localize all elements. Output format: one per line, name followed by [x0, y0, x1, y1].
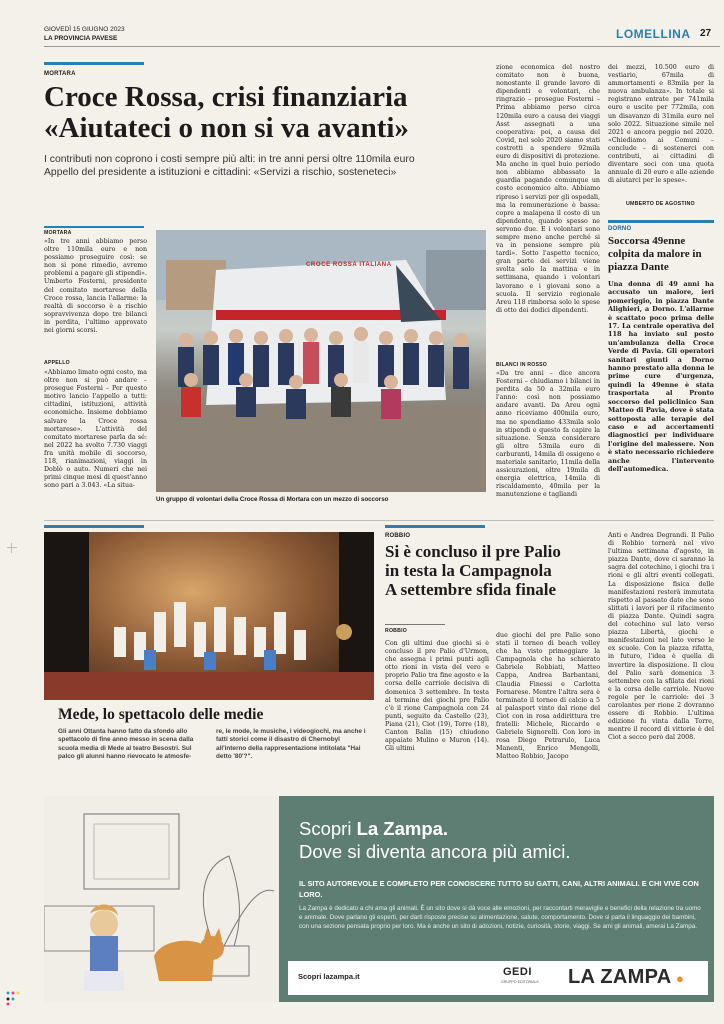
la-zampa-ad[interactable] [44, 796, 714, 1002]
ad-headline-1 [299, 818, 448, 840]
mede-text-b: re, le mode, le musiche, i videogiochi, ma anche i fatti storici come il disastro di Chernobyl all'interno della rappresentazione intitolata "Hai detto '80'?". [216, 728, 366, 760]
ad-headline-brand: La Zampa. [356, 818, 449, 839]
robbio-kicker: ROBBIO [385, 533, 411, 539]
gedi-logo: GEDI [503, 966, 532, 978]
la-zampa-logo-text: LA ZAMPA [568, 966, 672, 988]
ad-tagline: IL SITO AUTOREVOLE E COMPLETO PER CONOSCERE TUTTO SU GATTI, CANI, ALTRI ANIMALI. E CHI VIVE CON LORO. [299, 879, 699, 899]
robbio-byline-place: ROBBIO [385, 628, 407, 634]
main-byline-place: MORTARA [44, 230, 72, 236]
header-date: GIOVEDÌ 15 GIUGNO 2023 [44, 26, 125, 33]
stage-photo-illustration [44, 532, 374, 700]
main-col1-text: «In tre anni abbiamo perso oltre 110mila euro e non possiamo proseguire così: se non si pone rimedio, avremo problemi a pagare gli stipendi». Umberto Fosterni, presidente del comitato mortarese della Croce rossa, lancia l'allarme: la realtà di soccorso è a rischio sopravvivenza dopo tre bilanci in perdita, l'ultimo approvato nei giorni scorsi. [44, 238, 147, 335]
dorno-rule [608, 220, 714, 223]
robbio-col2: due giochi del pre Palio sono stati il torneo di beach volley che ha visto primeggiare la Campagnola che ha schierato Gabriele Robbiati, Matteo Cappa, Andrea Barbantani, Claudia Finessi e Carlotta Fornarese. Mentre l'altra sera è terminato il torneo di calcio a 5 al palasport vinto dal rione del Ciot con in rosa addirittura tre fratelli: Michele, Riccardo e Gabriele Signorelli. Con loro in rosa Diego Petrarulo, Luca Manenti, Enrico Mengolli, Matteo Robbio, Jacopo [496, 632, 600, 761]
page-number: 27 [700, 28, 712, 39]
ad-footer-bar [288, 961, 708, 995]
main-col1-rule [44, 226, 144, 228]
main-photo-caption: Un gruppo di volontari della Croce Rossa di Mortara con un mezzo di soccorso [156, 496, 389, 503]
robbio-title-line2: in testa la Campagnola [385, 561, 552, 580]
main-subtitle-line1: I contributi non coprono i costi sempre più alti: in tre anni persi oltre 110mila euro [44, 154, 415, 165]
main-col2-text: zione economica del nostro comitato non è buona, nonostante il grande lavoro di dipendenti e volontari, che ringrazio – prosegue Fosterni – Prima abbiamo perso circa 120mila euro a causa dei viaggi Asst assegnati a una cooperativa: poi, a causa del Covid, nel solo 2020 siamo stati costretti a spendere 92mila euro di dispositivi di protezione. Ma anche in quel buio periodo non abbiamo abbassato la guardia pagando comunque un costo economico alto. Abbiamo ripreso i servizi per gli ospedali, ma la remunerazione è bassa: copre a malapena il costo di un dipendente, quando spesso ne servono due. E i volontari sono sempre meno anche perché si va in pensione sempre più tardi». Sotto l'aspetto tecnico, gran parte dei servizi viene svolta solo la mattina e in settimana, quando i volontari lavorano e i giovani sono a scuola. Il servizio regionale Areu 118 rimborsa solo le spese di otto dei dodici dipendenti. [496, 64, 600, 314]
main-col3-text: dei mezzi, 10.500 euro di vestiario, 67mila di ammortamenti e 83mila per la nuova ambulanza». In totale si registrano entrate per 741mila euro e uscite per 772mila, con un disavanzo di 31mila euro nel solo 2022. Situazione simile nel 2021 e ancora peggio nel 2020. «Chiediamo ai Comuni – conclude – di sostenerci con contributi, ai cittadini di diventare soci con una quota annuale di 20 euro e alle aziende di aiutarci per le spese». [608, 64, 714, 185]
section-divider [44, 520, 714, 521]
gedi-logo-sub: GRUPPO EDITORIALE [501, 980, 539, 984]
main-kicker-rule [44, 62, 144, 65]
dorno-kicker: DORNO [608, 226, 632, 232]
main-kicker: MORTARA [44, 71, 76, 77]
dorno-title: Soccorsa 49enne colpita da malore in piazza Dante [608, 235, 702, 273]
robbio-col1: Con gli ultimi due giochi si è concluso il pre Palio d'Urmon, che assegna i primi punti agli otto rioni in vista del vero e proprio Palio tra fine agosto e la corsa delle carriole decisiva di domenica 3 settembre. In testa al termine dei giochi pre Palio c'è il rione Campagnola con 24 punti, seguito da Castello (23), Piana (21), Ciot (19), Torre (18), Canton Balin (15) chiudono appaiate Mulino e Muron (14). Gli ultimi [385, 640, 489, 753]
header-paper: LA PROVINCIA PAVESE [44, 35, 118, 42]
la-zampa-logo [568, 966, 684, 989]
header-rule [44, 46, 720, 47]
ad-body: La Zampa è dedicato a chi ama gli animali. È un sito dove si dà voce alle emozioni, per raccontarti meraviglie e benefici della relazione tra uomo e animale. Dove parlano gli esperti, per darti risposte precise su alimentazione, salute, comportamento. Dove si parla il linguaggio dei bambini, con una sezione pensata proprio per loro. Ma è anche un sito di adozioni, notizie, curiosità, storie, viaggi. Se ami gli animali, amerai La Zampa. [299, 905, 701, 930]
robbio-title-line1: Si è concluso il pre Palio [385, 542, 561, 561]
paw-icon: ● [675, 971, 684, 986]
main-title-line2: «Aiutateci o non si va avanti» [44, 112, 409, 144]
main-col2-text2: «Da tre anni – dice ancora Fosterni – chiudiamo i bilanci in perdita da 50 a 32mila euro l'anno: così non possiamo andare avanti. Da Areu ogni anno riceviamo 400mila euro, ma ne spendiamo 433mila solo in stipendi e questo fa capire la situazione. Senza considerare gli oltre 53mila euro di carburanti, 14mila di ossigeno e materiale sanitario, 11mila della assicurazioni, oltre 19mila di energia elettrica, 14mila di riscaldamento, 40mila per la manutenzione e tagliandi [496, 370, 600, 499]
registration-dots [5, 990, 21, 1006]
dorno-text: Una donna di 49 anni ha accusato un malore, ieri pomeriggio, in piazza Dante Alighieri, a Dorno. L'allarme è scattato poco prima delle 17. La centrale operativa del 118 ha inviato sul posto un'ambulanza della Croce Verde di Pavia. Gli operatori sanitari giunti a Dorno hanno prestato alla donna le prime cure d'urgenza, quindi la 49enne è stata trasportata al Pronto soccorso del policlinico San Matteo di Pavia, dove è stata sottoposta alle terapie del caso e ad accertamenti diagnostici per individuare l'origine del malessere. Non è stato necessario richiedere anche l'intervento dell'automedica. [608, 280, 714, 473]
main-col3-byline: UMBERTO DE AGOSTINO [626, 201, 695, 207]
mede-text-a: Gli anni Ottanta hanno fatto da sfondo allo spettacolo di fine anno messo in scena dalla scuola media di Mede al teatro Besostri. Sul palco gli alunni hanno rievocato le atmosfe- [58, 728, 194, 760]
main-title-line1: Croce Rossa, crisi finanziaria [44, 81, 408, 113]
main-subtitle-line2: Appello del presidente a istituzioni e cittadini: «Servizi a rischio, sosteneteci» [44, 167, 397, 178]
van-label: CROCE ROSSA ITALIANA [306, 262, 392, 268]
mede-photo [44, 532, 374, 700]
robbio-col3: Anti e Andrea Degrandi. Il Palio di Robbio tornerà nel vivo l'ultima settimana d'agosto, in piazza Dante, dove ci saranno la sagra del cotechino, i giochi tra i rioni e gli altri eventi collegati. La disposizione fisica delle manifestazioni resterà immutata rispetto al passato dato che sono slittati i lavori per il rifacimento di piazza Dante. Quindi sagra del cotechino sul lato verso piazza Libertà, giochi e manifestazioni nel lato verso le ex scuole. Con la piazza rifatta, in futuro, l'idea è quella di invertire la disposizione. Il clou del Palio sarà domenica 3 settembre con la sfilata dei rioni e la corsa delle carriole. Nuove regole per le carriole: dei 3 carolantes per rione 2 dovranno essere di Robbio. L'ultima edizione fu vinta dalla Torre, mentre il record di vittorie è del Ciot a secco però dal 2008. [608, 532, 714, 742]
main-photo [156, 230, 486, 492]
ad-url-link[interactable]: Scopri lazampa.it [298, 972, 360, 981]
robbio-byline-rule [385, 624, 445, 625]
main-col1-subhead: APPELLO [44, 360, 70, 366]
robbio-rule [385, 525, 485, 528]
ad-headline-2: Dove si diventa ancora più amici. [299, 841, 571, 862]
main-col2-subhead: BILANCI IN ROSSO [496, 362, 548, 368]
section-name: LOMELLINA [616, 27, 691, 41]
color-registration-marks [5, 990, 21, 1006]
ad-headline-a: Scopri [299, 818, 357, 839]
mede-rule [44, 525, 144, 528]
robbio-title-line3: A settembre sfida finale [385, 580, 557, 599]
registration-mark [7, 543, 17, 553]
child-cat-illustration [44, 796, 279, 1002]
volunteers-photo-illustration [156, 230, 486, 492]
main-col1-text2: «Abbiamo limato ogni costo, ma oltre non si può andare – prosegue Fosterni – Per questo motivo lancio l'appello a tutti: cittadini, istituzioni, attività economiche. Insieme dobbiamo salvare la Croce rossa mortarese». L'attività del comitato mortarese parla da sé: nel 2022 ha svolto 7.730 viaggi fra unità mobile di soccorso, 118, rianimazioni, viaggi in Doblò o auto. Numeri che nei primi cinque mesi di quest'anno sono pari a 3.043. «La situa- [44, 369, 147, 490]
ad-illustration [44, 796, 279, 1002]
mede-title: Mede, lo spettacolo delle medie [58, 706, 264, 723]
